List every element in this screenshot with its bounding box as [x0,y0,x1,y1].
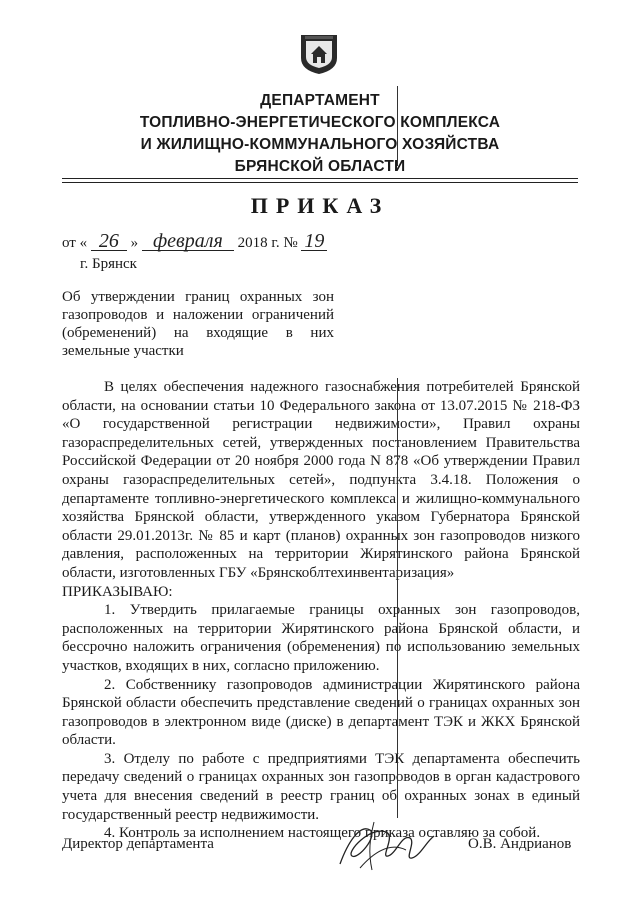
date-month: февраля [142,232,234,251]
department-name [0,90,640,178]
order-word: ПРИКАЗЫВАЮ: [62,583,173,600]
coat-of-arms-icon [297,32,341,76]
date-prefix: от « [62,235,88,251]
handwritten-signature [330,812,440,878]
scan-line-top [397,86,398,166]
order-subject: Об утверждении границ охранных зон газопроводов и наложении ограничений (обременений) на входящие в них земельные участки [62,289,334,359]
scan-line-body [397,378,398,818]
dept-line-3: И ЖИЛИЩНО-КОММУНАЛЬНОГО ХОЗЯЙСТВА [140,136,500,153]
number-label: № [283,235,298,251]
order-item-2: 2. Собственнику газопроводов администрации Жирятинского района Брянской области обеспечить представление сведений о границах охранных зон газопроводов в электронном виде (диске) в департамент ТЭК и ЖКХ Брянской области. [62,676,580,749]
date-line [62,232,327,252]
date-year: 2018 г. [237,235,280,251]
dept-line-2: ТОПЛИВНО-ЭНЕРГЕТИЧЕСКОГО КОМПЛЕКСА [139,114,501,131]
order-item-4: 4. Контроль за исполнением настоящего приказа оставляю за собой. [104,825,541,842]
dept-line-4: БРЯНСКОЙ ОБЛАСТИ [234,158,406,175]
signer-position: Директор департамента [62,836,214,852]
signer-name: О.В. Андрианов [468,836,572,852]
document-type: ПРИКАЗ [250,193,390,218]
date-day: 26 [91,232,127,251]
city: г. Брянск [80,256,137,272]
order-number: 19 [301,232,327,251]
header-rule-bottom [62,182,578,183]
dept-line-1: ДЕПАРТАМЕНТ [260,92,380,109]
preamble: В целях обеспечения надежного газоснабжения потребителей Брянской области, на основании статьи 10 Федерального закона от 13.07.2015 № 218-ФЗ «О государственной регистрации недвижимости», Правил охраны газораспределительных сетей, утвержденных постановлением Правительства Российской Федерации от 20 ноября 2000 года N 878 «Об утверждении Правил охраны газораспределительных сетей», подпункта 3.4.18. Положения о департаменте топливно-энергетического комплекса и жилищно-коммунального хозяйства Брянской области, утвержденного указом Губернатора Брянской области 29.01.2013г. № 85 и карт (планов) охранных зон газопроводов низкого давления, расположенных на территории Жирятинского района Брянской области, изготовленных ГБУ «Брянскоблтехинвентаризация» [62,379,580,581]
header-rule-top [62,178,578,179]
order-body [62,378,580,843]
order-item-3: 3. Отделу по работе с предприятиями ТЭК департамента обеспечить передачу сведений о границах охранных зон газопроводов в орган кадастрового учета для внесения сведений в реестр границ об охранных зонах в единый государственный реестр недвижимости. [62,750,580,823]
date-sep: » [130,235,139,251]
order-item-1: 1. Утвердить прилагаемые границы охранных зон газопроводов, расположенных на территории Жирятинского района Брянской области, и бессрочно наложить ограничения (обременения) по использованию земельных участков, входящих в них, согласно приложению. [62,602,580,674]
